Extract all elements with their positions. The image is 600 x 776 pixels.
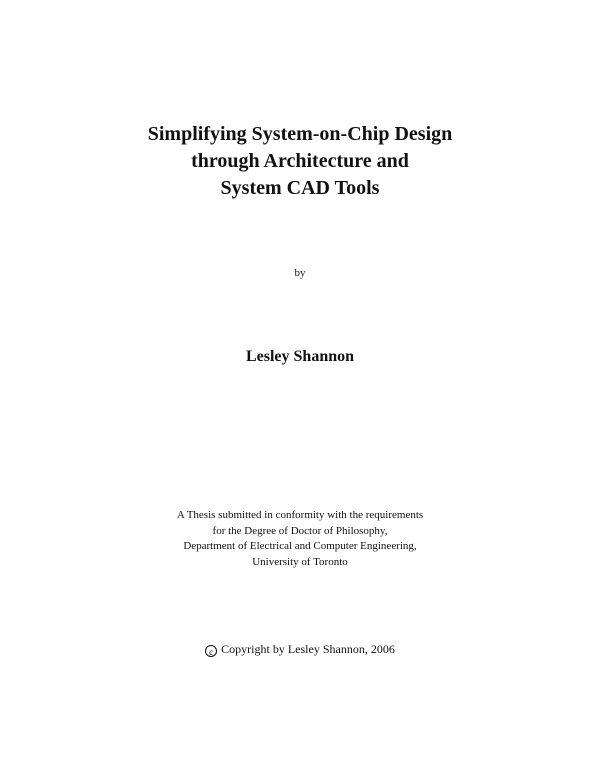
copyright-text: Copyright by Lesley Shannon, 2006: [221, 642, 395, 656]
thesis-title: [0, 121, 600, 202]
author-name: Lesley Shannon: [245, 348, 355, 365]
statement-line-2: for the Degree of Doctor of Philosophy,: [212, 524, 388, 537]
title-line-2: through Architecture and: [191, 150, 409, 172]
degree-statement: [0, 508, 600, 570]
title-line-1: Simplifying System-on-Chip Design: [147, 123, 453, 145]
title-line-3: System CAD Tools: [220, 177, 380, 199]
copyright-notice: [0, 642, 600, 657]
statement-line-1: A Thesis submitted in conformity with the requirements: [176, 509, 424, 521]
by-label: by: [294, 267, 306, 279]
copyright-icon: c: [205, 645, 217, 657]
statement-line-4: University of Toronto: [252, 555, 348, 568]
statement-line-3: Department of Electrical and Computer Engineering,: [183, 540, 417, 552]
